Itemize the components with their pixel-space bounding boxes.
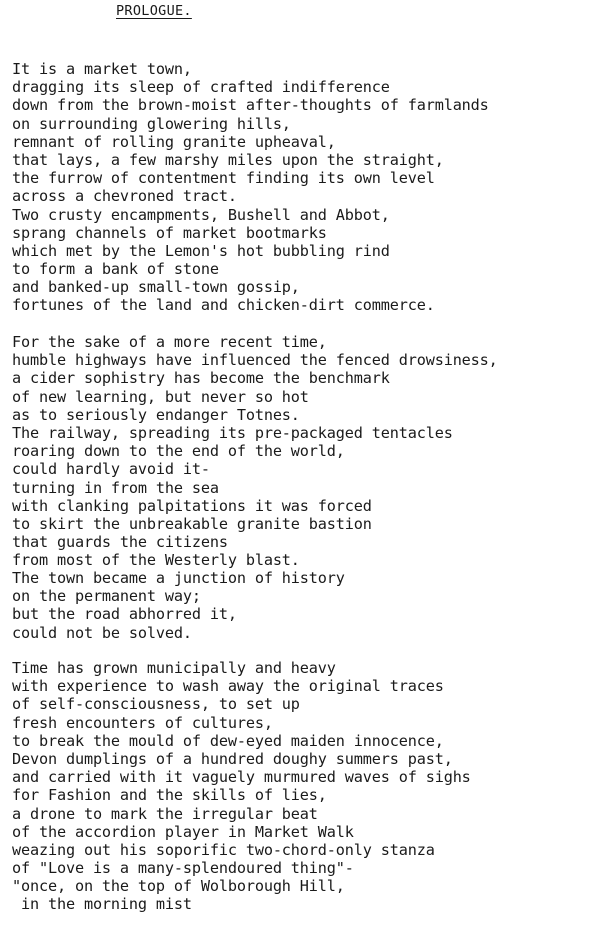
poem-line: down from the brown-moist after-thoughts of farmlands xyxy=(12,96,489,115)
poem-line: remnant of rolling granite upheaval, xyxy=(12,132,336,151)
poem-line: roaring down to the end of the world, xyxy=(12,442,345,461)
stanza xyxy=(12,60,489,315)
poem-line: the furrow of contentment finding its own level xyxy=(12,169,435,188)
poem-line: could not be solved. xyxy=(12,623,192,642)
poem-line: that guards the citizens xyxy=(12,533,228,552)
stanza xyxy=(12,659,471,877)
poem-line: on surrounding glowering hills, xyxy=(12,114,291,133)
poem-line: and carried with it vaguely murmured waves of sighs xyxy=(12,768,471,787)
poem-line: of new learning, but never so hot xyxy=(12,387,309,406)
poem-line: for Fashion and the skills of lies, xyxy=(12,786,327,805)
poem-line: across a chevroned tract. xyxy=(12,187,237,206)
poem-line: in the morning mist xyxy=(12,895,192,914)
poem-line: It is a market town, xyxy=(12,60,192,78)
poem-line: which met by the Lemon's hot bubbling rind xyxy=(12,241,390,260)
poem-line: "once, on the top of Wolborough Hill, xyxy=(12,877,345,895)
poem-line: and banked-up small-town gossip, xyxy=(12,278,300,297)
poem-line: humble highways have influenced the fenced drowsiness, xyxy=(12,351,498,370)
stanza xyxy=(12,569,345,642)
page-title: PROLOGUE. xyxy=(116,3,192,19)
poem-line: a drone to mark the irregular beat xyxy=(12,804,318,823)
poem-line: a cider sophistry has become the benchmark xyxy=(12,369,390,388)
poem-line: with clanking palpitations it was forced xyxy=(12,496,372,515)
poem-line: dragging its sleep of crafted indifference xyxy=(12,78,390,97)
poem-line: of self-consciousness, to set up xyxy=(12,695,300,714)
poem-line: The railway, spreading its pre-packaged tentacles xyxy=(12,423,453,442)
poem-line: to form a bank of stone xyxy=(12,260,219,279)
stanza xyxy=(12,333,498,569)
poem-line: weazing out his soporific two-chord-only stanza xyxy=(12,840,435,859)
poem-line: on the permanent way; xyxy=(12,587,201,606)
poem-line: with experience to wash away the original traces xyxy=(12,677,444,696)
stanza xyxy=(12,877,345,913)
poem-line: to skirt the unbreakable granite bastion xyxy=(12,514,372,533)
poem-line: but the road abhorred it, xyxy=(12,605,237,624)
poem-line: could hardly avoid it- xyxy=(12,460,210,479)
poem-line: that lays, a few marshy miles upon the straight, xyxy=(12,150,444,169)
poem-line: turning in from the sea xyxy=(12,478,219,497)
poem-line: of the accordion player in Market Walk xyxy=(12,822,354,841)
poem-line: For the sake of a more recent time, xyxy=(12,333,327,351)
poem-line: Time has grown municipally and heavy xyxy=(12,659,336,677)
poem-line: fortunes of the land and chicken-dirt commerce. xyxy=(12,296,435,315)
poem-line: Two crusty encampments, Bushell and Abbot, xyxy=(12,205,390,224)
poem-line: The town became a junction of history xyxy=(12,569,345,587)
poem-line: sprang channels of market bootmarks xyxy=(12,223,327,242)
poem-line: of "Love is a many-splendoured thing"- xyxy=(12,859,354,878)
poem-line: fresh encounters of cultures, xyxy=(12,713,273,732)
poem-line: to break the mould of dew-eyed maiden innocence, xyxy=(12,731,444,750)
poem-line: as to seriously endanger Totnes. xyxy=(12,405,300,424)
poem-line: from most of the Westerly blast. xyxy=(12,551,300,570)
poem-line: Devon dumplings of a hundred doughy summers past, xyxy=(12,749,453,768)
